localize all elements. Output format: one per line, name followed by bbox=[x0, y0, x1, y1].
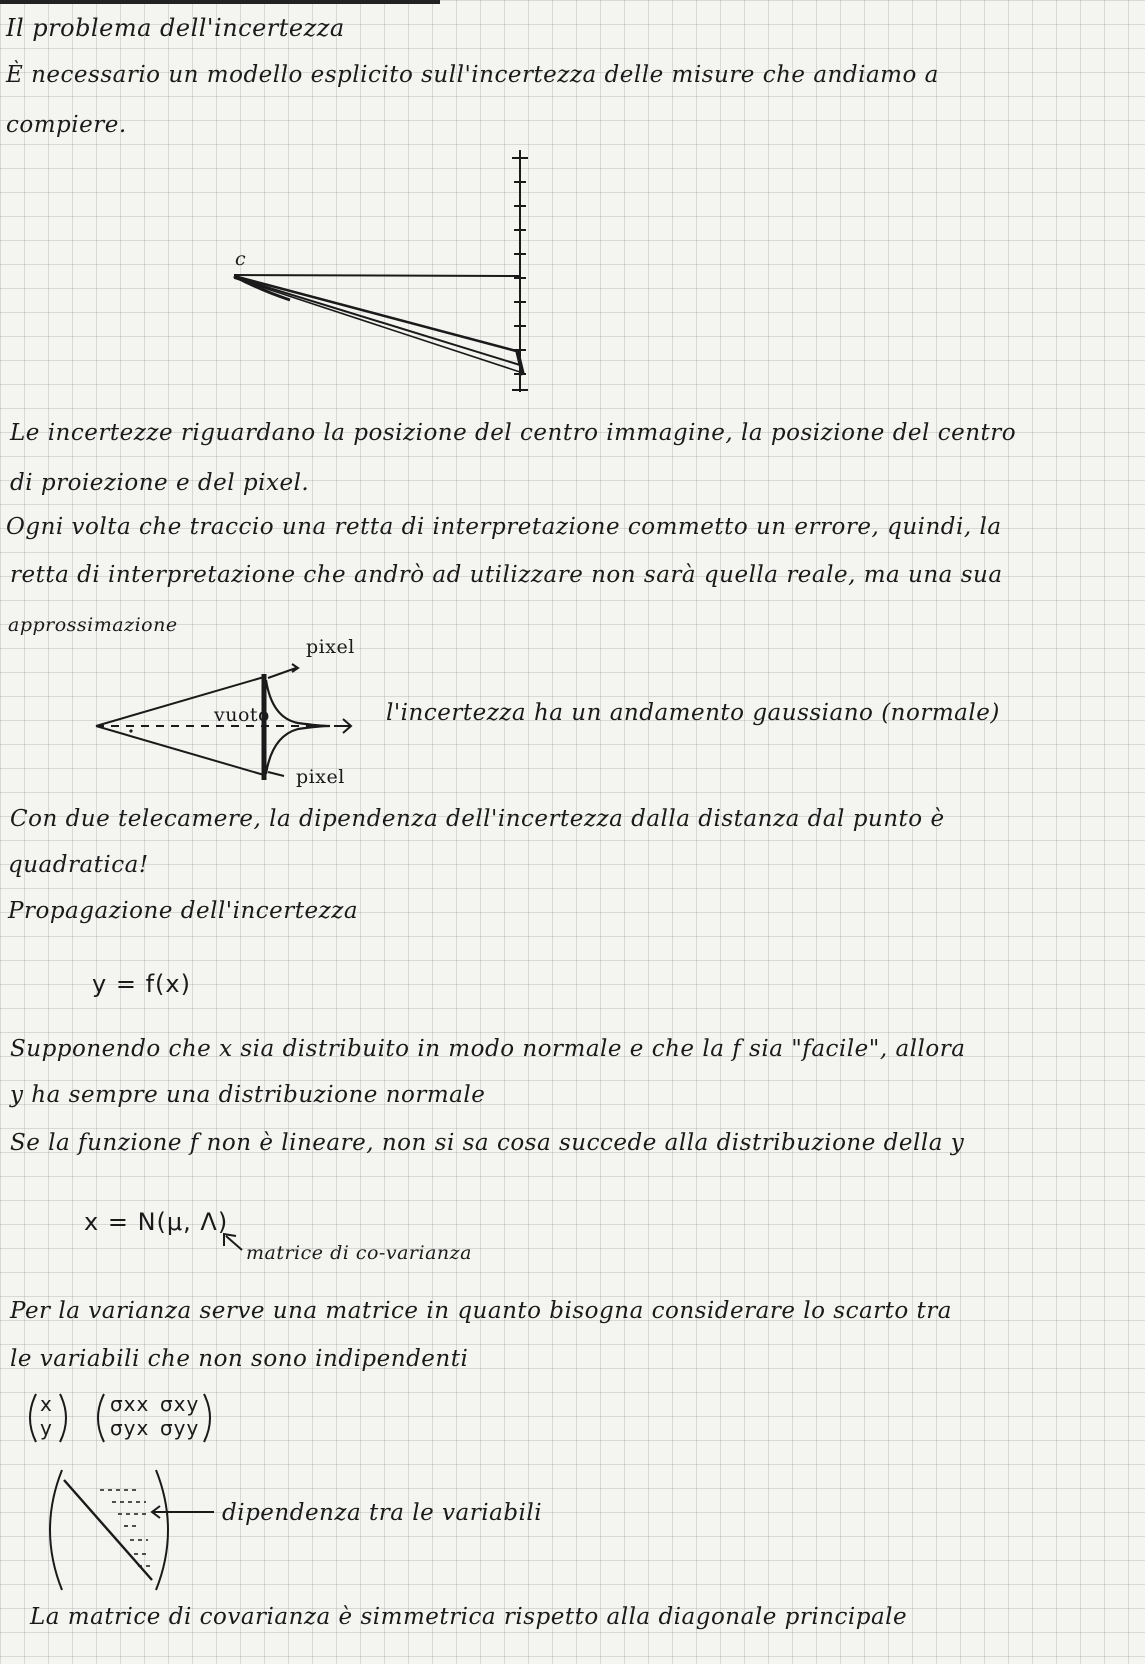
top-border-line bbox=[0, 0, 440, 4]
matrix-sigma-xy: σxy bbox=[160, 1392, 200, 1416]
text-line-15: La matrice di covarianza è simmetrica rispetto alla diagonale principale bbox=[30, 1604, 908, 1630]
text-line-4: di proiezione e del pixel. bbox=[10, 470, 310, 496]
text-line-1: È necessario un modello esplicito sull'incertezza delle misure che andiamo a bbox=[6, 62, 939, 88]
formula-x-normal: x = N(μ, Λ) bbox=[84, 1208, 229, 1236]
label-c: c bbox=[235, 248, 247, 270]
text-line-3: Le incertezze riguardano la posizione del centro immagine, la posizione del centro bbox=[10, 420, 1017, 446]
matrix-sigma-yx: σyx bbox=[110, 1416, 150, 1440]
text-line-2: compiere. bbox=[6, 112, 127, 138]
matrix-sigma-yy: σyy bbox=[160, 1416, 200, 1440]
label-vuoto: vuoto bbox=[214, 704, 270, 726]
page-title: Il problema dell'incertezza bbox=[6, 14, 345, 42]
section-heading-propagation: Propagazione dell'incertezza bbox=[8, 898, 359, 924]
text-line-8: Con due telecamere, la dipendenza dell'incertezza dalla distanza dal punto è bbox=[10, 806, 945, 832]
text-line-10: Supponendo che x sia distribuito in modo normale e che la f sia "facile", allora bbox=[10, 1036, 966, 1062]
text-line-5: Ogni volta che traccio una retta di interpretazione commetto un errore, quindi, la bbox=[6, 514, 1002, 540]
text-line-11: y ha sempre una distribuzione normale bbox=[10, 1082, 486, 1108]
text-line-7: approssimazione bbox=[8, 614, 178, 636]
matrix-sigma-xx: σxx bbox=[110, 1392, 150, 1416]
text-line-9: quadratica! bbox=[8, 852, 149, 878]
label-pixel-top: pixel bbox=[306, 636, 355, 658]
text-line-14: le variabili che non sono indipendenti bbox=[10, 1346, 469, 1372]
text-line-6: retta di interpretazione che andrò ad utilizzare non sarà quella reale, ma una sua bbox=[10, 562, 1003, 588]
vector-x: x bbox=[40, 1392, 53, 1416]
text-line-13: Per la varianza serve una matrice in quanto bisogna considerare lo scarto tra bbox=[10, 1298, 953, 1324]
label-covariance-matrix: matrice di co-varianza bbox=[246, 1242, 472, 1264]
vector-y: y bbox=[40, 1416, 53, 1440]
gaussian-annotation: l'incertezza ha un andamento gaussiano (normale) bbox=[386, 700, 1000, 726]
label-dependence: dipendenza tra le variabili bbox=[222, 1500, 543, 1526]
label-pixel-bottom: pixel bbox=[296, 766, 345, 788]
text-line-12: Se la funzione f non è lineare, non si sa cosa succede alla distribuzione della y bbox=[10, 1130, 965, 1156]
formula-y-f-x: y = f(x) bbox=[92, 970, 191, 998]
